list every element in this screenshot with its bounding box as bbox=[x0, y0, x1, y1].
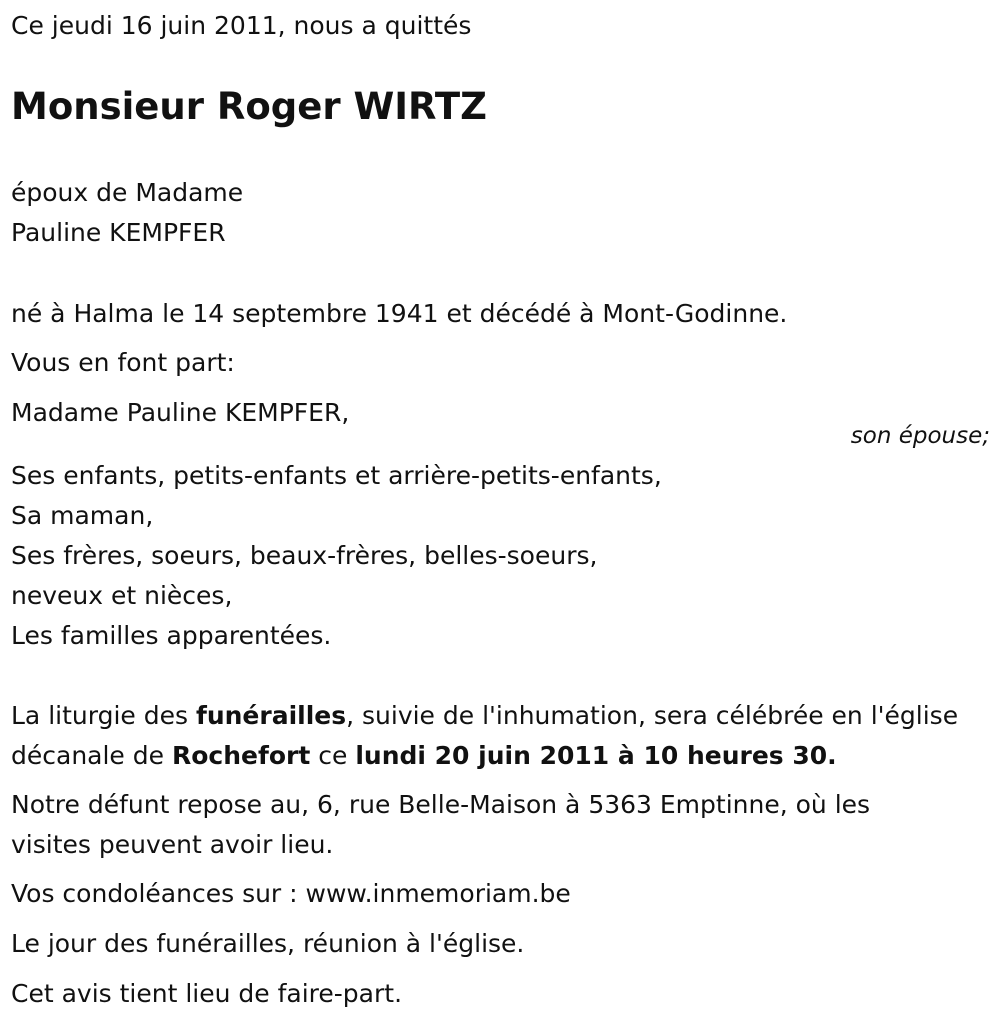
meeting-line: Le jour des funérailles, réunion à l'église. bbox=[11, 929, 525, 958]
liturgy-line-2 bbox=[11, 736, 837, 776]
spouse-line-2: Pauline KEMPFER bbox=[11, 218, 226, 247]
spouse-name-line: Madame Pauline KEMPFER, bbox=[11, 398, 350, 427]
deceased-name: Monsieur Roger WIRTZ bbox=[11, 85, 487, 128]
family-line-5: Les familles apparentées. bbox=[11, 621, 332, 650]
announced-by-line: Vous en font part: bbox=[11, 348, 235, 377]
liturgy-text-2: , suivie de l'inhumation, sera célébrée en l'église bbox=[346, 701, 959, 730]
birth-death-line: né à Halma le 14 septembre 1941 et décédé à Mont-Godinne. bbox=[11, 299, 788, 328]
spouse-role: son épouse; bbox=[850, 423, 990, 449]
notice-note-line: Cet avis tient lieu de faire-part. bbox=[11, 979, 403, 1008]
funerals-word: funérailles bbox=[195, 701, 347, 730]
rest-line-2: visites peuvent avoir lieu. bbox=[11, 830, 334, 859]
family-line-3: Ses frères, soeurs, beaux-frères, belles-soeurs, bbox=[11, 541, 598, 570]
town-name: Rochefort bbox=[171, 741, 311, 770]
condolences-line: Vos condoléances sur : www.inmemoriam.be bbox=[11, 879, 571, 908]
intro-line: Ce jeudi 16 juin 2011, nous a quittés bbox=[11, 11, 472, 40]
spouse-line-1: époux de Madame bbox=[11, 178, 244, 207]
liturgy-text-3: décanale de bbox=[11, 741, 172, 770]
family-line-2: Sa maman, bbox=[11, 501, 154, 530]
funeral-date-time: lundi 20 juin 2011 à 10 heures 30. bbox=[355, 741, 837, 770]
rest-line-1: Notre défunt repose au, 6, rue Belle-Maison à 5363 Emptinne, où les bbox=[11, 790, 871, 819]
liturgy-text-1: La liturgie des bbox=[11, 701, 196, 730]
family-line-4: neveux et nièces, bbox=[11, 581, 233, 610]
liturgy-text-4: ce bbox=[310, 741, 356, 770]
family-line-1: Ses enfants, petits-enfants et arrière-petits-enfants, bbox=[11, 461, 662, 490]
liturgy-line-1 bbox=[11, 696, 958, 736]
